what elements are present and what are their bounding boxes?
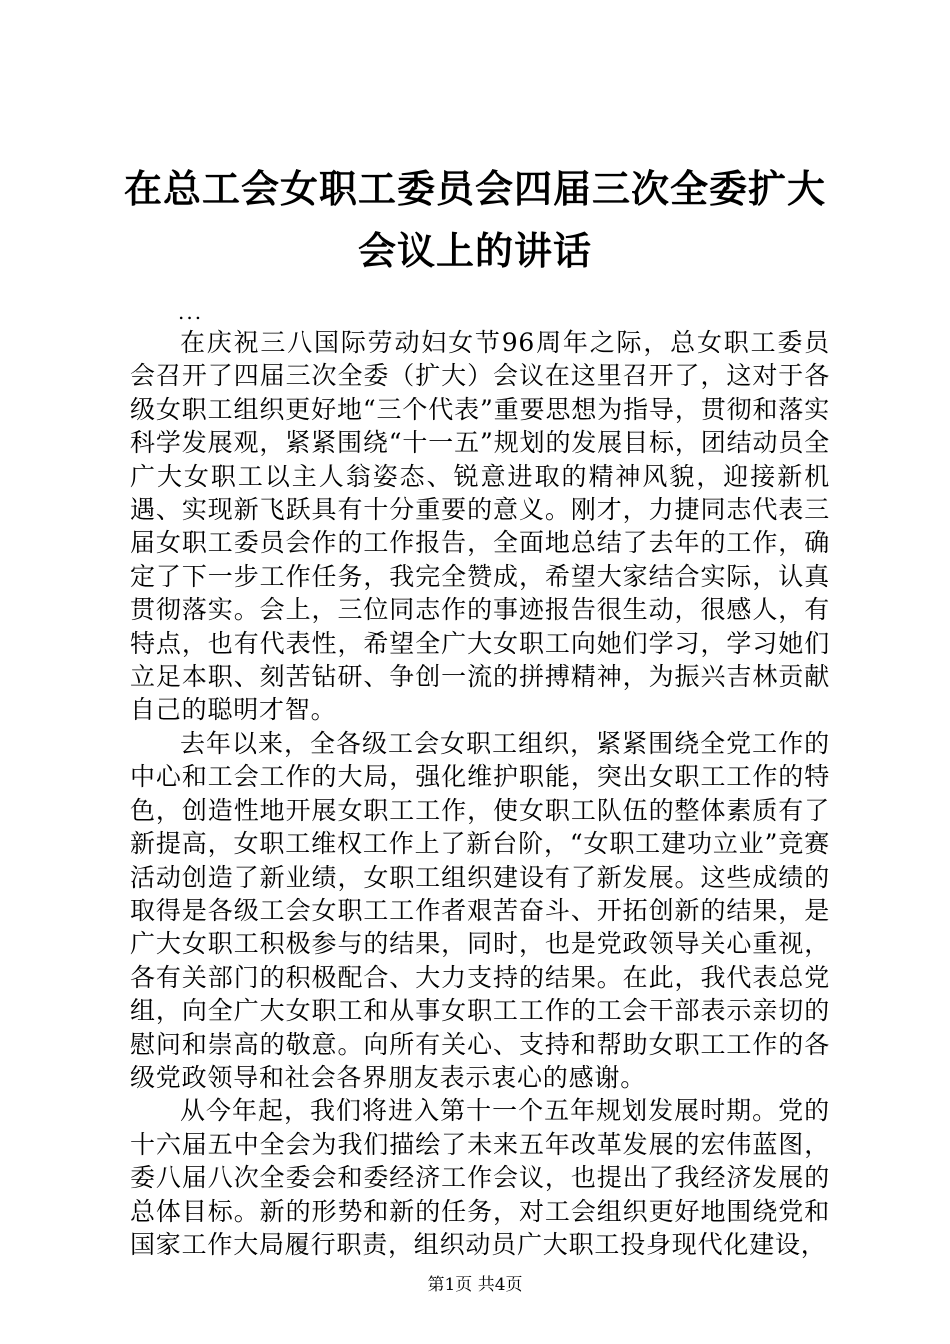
document-body — [130, 326, 830, 1261]
ellipsis-marker: ... — [178, 300, 204, 324]
paragraph-1: 在庆祝三八国际劳动妇女节96周年之际，总女职工委员会召开了四届三次全委（扩大）会议在这里召开了，这对于各级女职工组织更好地“三个代表”重要思想为指导，贯彻和落实科学发展观，紧紧围绕“十一五”规划的发展目标，团结动员全广大女职工以主人翁姿态、锐意进取的精神风貌，迎接新机遇、实现新飞跃具有十分重要的意义。刚才，力捷同志代表三届女职工委员会作的工作报告，全面地总结了去年的工作，确定了下一步工作任务，我完全赞成，希望大家结合实际，认真贯彻落实。会上，三位同志作的事迹报告很生动，很感人，有特点，也有代表性，希望全广大女职工向她们学习，学习她们立足本职、刻苦钻研、争创一流的拼搏精神，为振兴吉林贡献自己的聪明才智。 — [130, 328, 830, 725]
paragraph-2: 去年以来，全各级工会女职工组织，紧紧围绕全党工作的中心和工会工作的大局，强化维护职能，突出女职工工作的特色，创造性地开展女职工工作，使女职工队伍的整体素质有了新提高，女职工维权工作上了新台阶，“女职工建功立业”竞赛活动创造了新业绩，女职工组织建设有了新发展。这些成绩的取得是各级工会女职工工作者艰苦奋斗、开拓创新的结果，是广大女职工积极参与的结果，同时，也是党政领导关心重视，各有关部门的积极配合、大力支持的结果。在此，我代表总党组，向全广大女职工和从事女职工工作的工会干部表示亲切的慰问和崇高的敬意。向所有关心、支持和帮助女职工工作的各级党政领导和社会各界朋友表示衷心的感谢。 — [130, 728, 830, 1092]
document-title: 在总工会女职工委员会四届三次全委扩大会议上的讲话 — [123, 166, 826, 273]
page-footer: 第1页 共4页 — [427, 1275, 523, 1295]
paragraph-3: 从今年起，我们将进入第十一个五年规划发展时期。党的十六届五中全会为我们描绘了未来五年改革发展的宏伟蓝图，委八届八次全委会和委经济工作会议，也提出了我经济发展的总体目标。新的形势和新的任务，对工会组织更好地围绕党和国家工作大局履行职责，组织动员广大职工投身现代化建设， — [130, 1096, 830, 1259]
